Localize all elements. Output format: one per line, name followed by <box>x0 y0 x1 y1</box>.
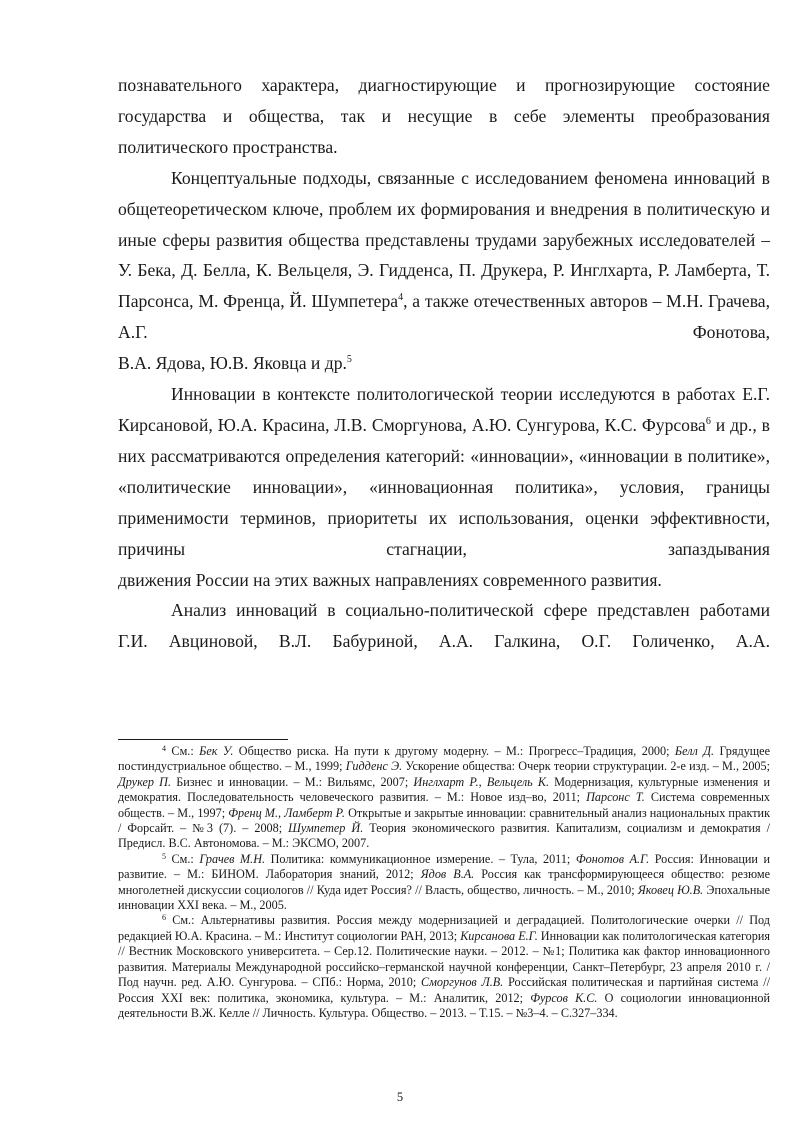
footnote-mark: 4 <box>162 744 166 753</box>
author-name: Инглхарт Р., Вельцель К. <box>413 774 549 789</box>
author-name: Сморгунов Л.В. <box>421 975 504 990</box>
author-name: Друкер П. <box>118 774 172 789</box>
footnote-text: Политика: коммуникационное измерение. – Тула, 2011; <box>265 851 576 866</box>
footnote-text: Россия как трансформирующееся общество: резюме многолетней дискуссии социологов // Куда идет Россия? // Власть, общество, личность. – М., 2010; <box>118 867 771 897</box>
footnote-text: Модернизация, культурные изменения и демократия. Последовательность человеческого развития. – М.: Новое изд–во, 2011; <box>118 774 770 805</box>
paragraph-1-cont <box>118 70 770 132</box>
line: , а также отечественных авторов – М.Н. Грачева, А.Г. Фонотова, <box>118 291 770 343</box>
footnote-mark: 6 <box>162 913 166 923</box>
footnote-text: Инновации как политологическая категория // Вестник Московского университета. – Сер.12. Политические науки. – 2012. – №1; Политика как фактор инновационного развития. Материалы Международной российско–германской научной конференции, Санкт–Петербург, 23 апреля 2010 г. / Под научн. ред. А.Ю. Сунгурова. – СПб.: Норма, 2010; <box>118 928 771 990</box>
footnote-text: Ускорение общества: Очерк теории структурации. 2-е изд. – М., 2005; <box>402 759 770 774</box>
footnote-text: Бизнес и инновации. – М.: Вильямс, 2007; <box>171 774 414 789</box>
footnote-text: См.: Альтернативы развития. Россия между модернизацией и деградацией. Политологические очерки // Под редакцией Ю.А. Красина. – М.: Институт социологии РАН, 2013; <box>118 913 770 943</box>
line: «инновации в политике», «политические инновации», «инновационная <box>118 445 770 497</box>
line: Гидденса, П. Друкера, Р. Инглхарта, Р. Ламберта, Т. Парсонса, М. Френца, Й. <box>118 260 770 312</box>
footnote-separator <box>118 739 288 740</box>
line: политика», условия, границы применимости терминов, приоритеты их <box>118 476 770 528</box>
line: Шумпетера <box>311 291 399 312</box>
line: познавательного характера, диагностирующие и прогнозирующие состояние <box>118 75 770 95</box>
footnotes <box>118 744 770 1021</box>
footnote-ref-4[interactable]: 4 <box>398 292 404 304</box>
author-name: Бек У. <box>199 744 234 758</box>
paragraph-2-end <box>118 348 770 379</box>
line: трудами зарубежных исследователей – У. Бека, Д. Белла, К. Вельцеля, Э. <box>118 229 771 281</box>
footnote-text: Эпохальные инновации XXI века. – М., 2005. <box>118 882 770 913</box>
footnote-text: О социологии инновационной деятельности В.Ж. Келле // Личность. Культура. Общество. – 2013. – Т.15. – №3–4. – С.327–334. <box>118 990 771 1020</box>
line: политического пространства. <box>118 136 338 157</box>
line: Фурсова <box>641 414 706 435</box>
footnote-mark: 5 <box>162 851 166 861</box>
line: внедрения в политическую и иные сферы развития общества представлены <box>118 198 770 250</box>
footnote-text: Система современных обществ. – М., 1997; <box>118 790 770 820</box>
author-name: Парсонс Т. <box>586 790 645 805</box>
author-name: Гидденс Э. <box>345 759 403 774</box>
footnote-text: См.: <box>166 851 200 866</box>
paragraph-1-end <box>118 132 770 163</box>
footnote-text: Открытые и закрытые инновации: сравнительный анализ национальных практик / Форсайт. – №3 (7). – 2008; <box>118 805 770 836</box>
author-name: Фурсов К.С. <box>530 990 598 1005</box>
footnote-5 <box>118 852 770 914</box>
author-name: Грачев М.Н. <box>199 851 266 866</box>
footnote-ref-6[interactable]: 6 <box>705 415 711 427</box>
author-name: Кирсанова Е.Г. <box>460 928 538 943</box>
author-name: Френц М., Ламберт Р. <box>228 805 345 820</box>
author-name: Фонотов А.Г. <box>575 851 650 866</box>
line: Е.Г. Кирсановой, Ю.А. Красина, Л.В. Сморгунова, А.Ю. Сунгурова, К.С. <box>118 384 770 435</box>
main-text <box>118 70 770 657</box>
footnote-text: Россия: Инновации и развитие. – М.: БИНОМ. Лаборатория знаний, 2012; <box>118 851 770 882</box>
line: использования, оценки эффективности, причины стагнации, запаздывания <box>118 507 770 559</box>
line: движения России на этих важных направлениях современного развития. <box>118 569 662 590</box>
line: В.А. Ядова, Ю.В. Яковца и др. <box>118 353 347 374</box>
footnote-6 <box>118 913 770 1021</box>
paragraph-3 <box>118 379 770 564</box>
line: Концептуальные подходы, связанные с исследованием феномена <box>171 167 668 188</box>
paragraph-3-end <box>118 565 770 596</box>
footnote-text: Теория экономического развития. Капитализм, социализм и демократия / Предисл. В.С. Автономова. – М.: ЭКСМО, 2007. <box>118 821 771 851</box>
author-name: Белл Д. <box>674 744 715 758</box>
line: Инновации в контексте политологической теории исследуются в работах <box>171 384 736 405</box>
footnote-text: Российская политическая и партийная система // Россия XXI век: политика, экономика, культура. – М.: Аналитик, 2012; <box>118 975 770 1005</box>
paragraph-2 <box>118 163 770 348</box>
line: инноваций в общетеоретическом ключе, проблем их формирования и <box>118 167 770 219</box>
footnote-text: Грядущее постиндустриальное общество. – М., 1999; <box>118 744 771 774</box>
line: работами Г.И. Авциновой, В.Л. Бабуриной, А.А. Галкина, О.Г. Голиченко, А.А. <box>118 600 770 652</box>
footnote-ref-5[interactable]: 5 <box>346 354 352 366</box>
paragraph-4 <box>118 595 770 657</box>
author-name: Ядов В.А. <box>420 867 475 882</box>
footnote-text: См.: <box>166 744 200 758</box>
line: и др., в них рассматриваются определения категорий: «инновации», <box>118 414 770 466</box>
line: Анализ инноваций в социально-политической сфере представлен <box>171 600 690 621</box>
author-name: Шумпетер Й. <box>288 821 364 836</box>
footnote-text: Общество риска. На пути к другому модерну. – М.: Прогресс–Традиция, 2000; <box>233 744 675 758</box>
page-number: 5 <box>396 1090 404 1104</box>
footnote-4 <box>118 744 770 852</box>
line: государства и общества, так и несущие в себе элементы преобразования <box>118 105 770 126</box>
author-name: Яковец Ю.В. <box>637 882 704 897</box>
